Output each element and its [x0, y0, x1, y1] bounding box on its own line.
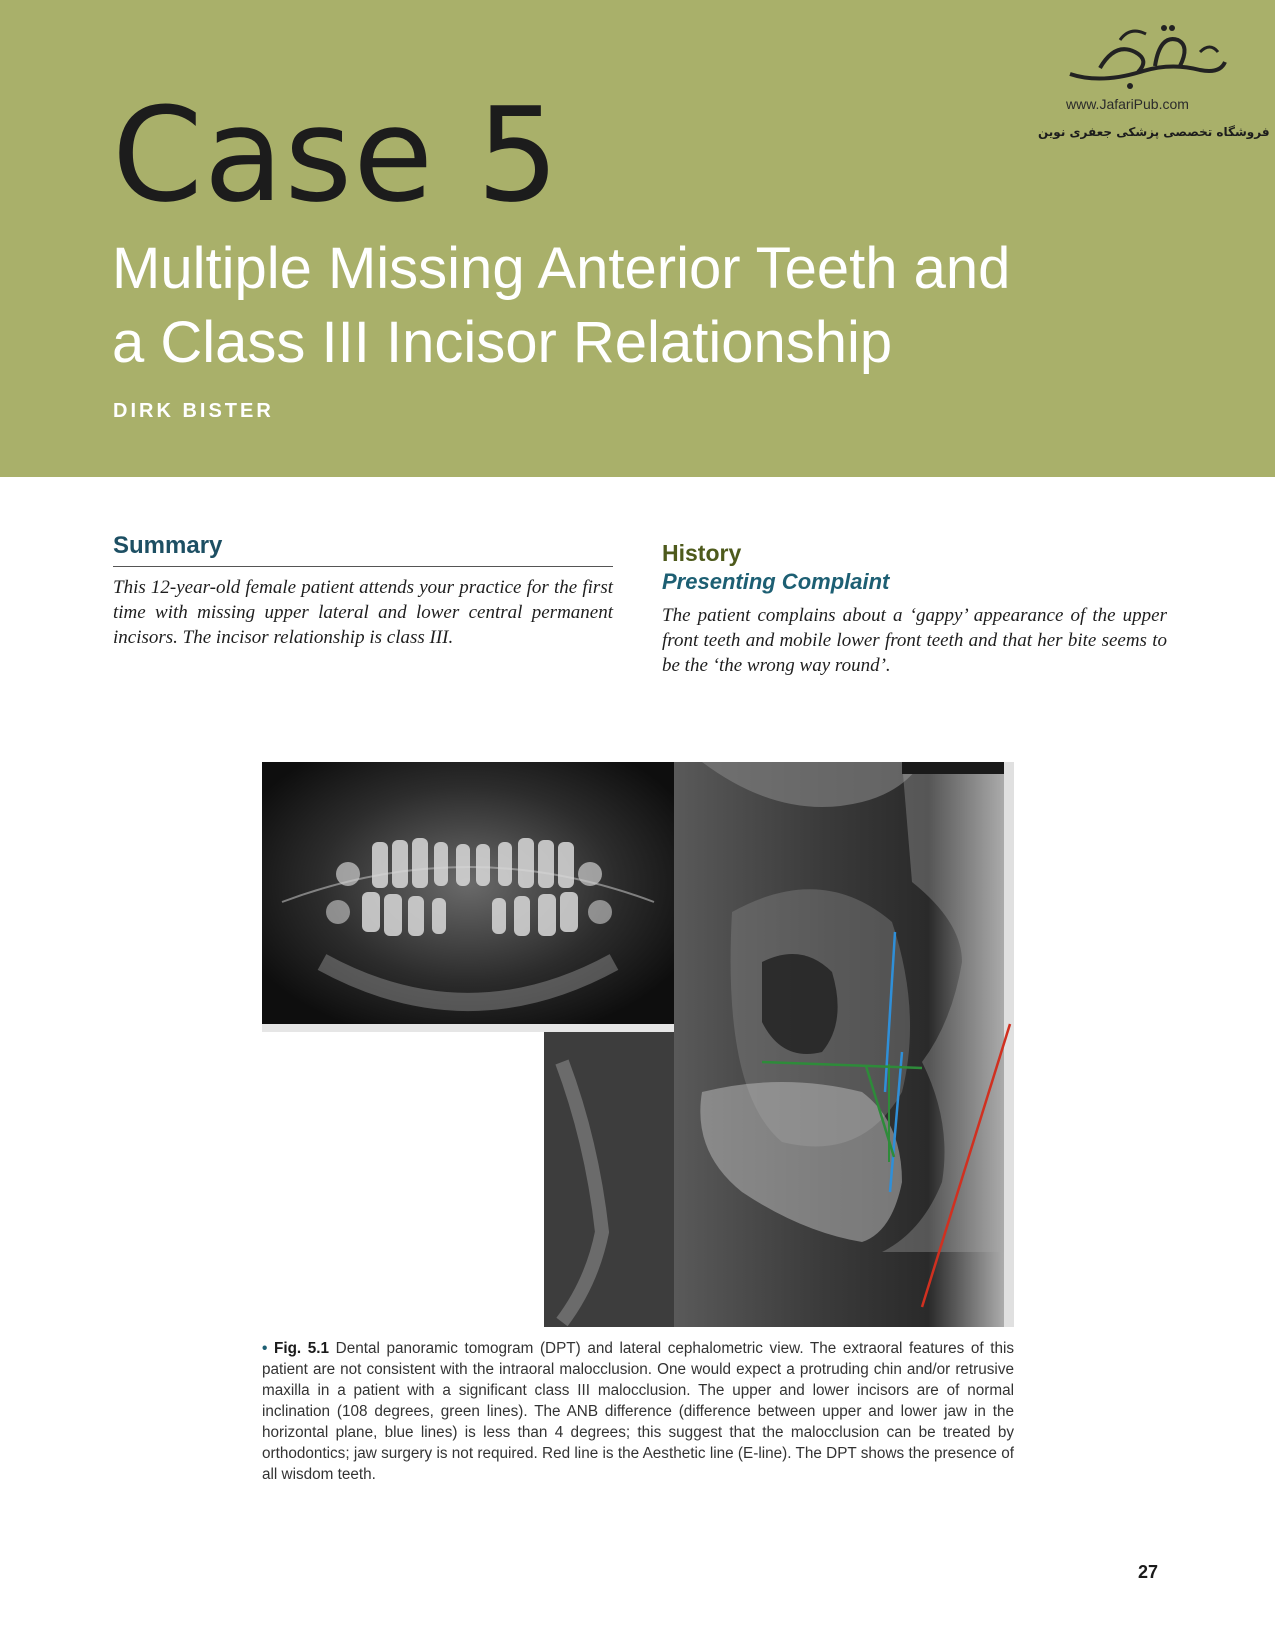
presenting-complaint-heading: Presenting Complaint: [662, 569, 890, 594]
dental-panoramic-tomogram: [262, 762, 674, 1032]
logo-url: www.JafariPub.com: [1066, 96, 1189, 112]
history-section: [662, 540, 1167, 678]
author-name: DIRK BISTER: [113, 400, 274, 422]
case-subtitle: [112, 232, 1132, 380]
figure-caption: [262, 1338, 1014, 1485]
summary-section: [113, 532, 613, 650]
summary-text: This 12-year-old female patient attends your practice for the first time with missing upper lateral and lower central permanent incisors. The incisor relationship is class III.: [113, 577, 613, 648]
publisher-logo: [1030, 22, 1270, 144]
figure-radiographs: [262, 762, 1014, 1327]
caption-bullet: •: [262, 1340, 268, 1357]
subtitle-line-2: a Class III Incisor Relationship: [112, 310, 893, 375]
page-number: 27: [1138, 1562, 1159, 1582]
case-title: Case 5: [112, 79, 561, 231]
logo-tagline: فروشگاه تخصصی پزشکی جعفری نوین: [1038, 125, 1270, 139]
summary-heading: Summary: [113, 532, 613, 567]
caption-text: Dental panoramic tomogram (DPT) and lateral cephalometric view. The extraoral features of this patient are not consistent with the intraoral malocclusion. One would expect a protruding chin and/or retrusive maxilla in a patient with a significant class III malocclusion. The upper and lower incisors are of normal inclination (108 degrees, green lines). The ANB difference (difference between upper and lower jaw in the horizontal plane, blue lines) is less than 4 degrees; this suggest that the malocclusion can be treated by orthodontics; jaw surgery is not required. Red line is the Aesthetic line (E-line). The DPT shows the presence of all wisdom teeth.: [262, 1340, 1015, 1483]
figure-label: Fig. 5.1: [273, 1340, 330, 1357]
calligraphy-logo-icon: [1060, 22, 1230, 94]
radiograph-composite: [262, 762, 1014, 1327]
history-heading: History: [662, 540, 742, 566]
presenting-complaint-text: The patient complains about a ‘gappy’ appearance of the upper front teeth and mobile lower front teeth and that her bite seems to be the ‘the wrong way round’.: [662, 605, 1167, 676]
subtitle-line-1: Multiple Missing Anterior Teeth and: [112, 236, 1011, 301]
